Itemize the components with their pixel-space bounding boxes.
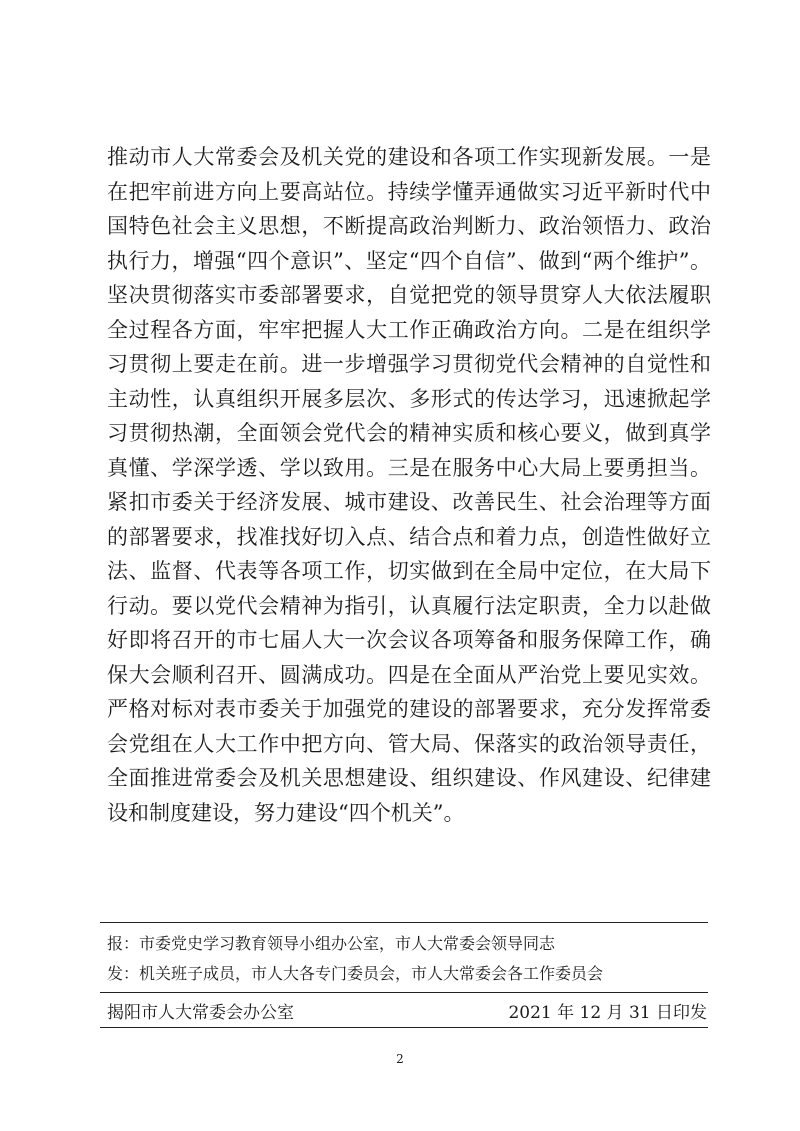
issue-footer <box>107 1000 707 1026</box>
body-line: 严格对标对表市委关于加强党的建设的部署要求，充分发挥常委 <box>107 697 711 721</box>
report-to-text: 市委党史学习教育领导小组办公室，市人大常委会领导同志 <box>139 934 556 953</box>
send-to-row <box>107 959 707 989</box>
body-line: 国特色社会主义思想，不断提高政治判断力、政治领悟力、政治 <box>107 214 711 238</box>
body-line: 执行力，增强“四个意识”、坚定“四个自信”、做到“两个维护”。 <box>107 248 711 273</box>
report-label: 报： <box>107 934 140 953</box>
body-line: 在把牢前进方向上要高站位。持续学懂弄通做实习近平新时代中 <box>107 179 711 204</box>
divider-rule <box>100 922 708 923</box>
body-paragraph <box>107 140 711 830</box>
body-line: 行动。要以党代会精神为指引，认真履行法定职责，全力以赴做 <box>107 593 711 618</box>
body-line: 的部署要求，找准找好切入点、结合点和着力点，创造性做好立 <box>107 524 711 549</box>
report-to-row <box>107 929 707 959</box>
page-number: 2 <box>396 1052 404 1066</box>
body-line: 好即将召开的市七届人大一次会议各项筹备和服务保障工作，确 <box>107 628 711 652</box>
send-to-text: 机关班子成员，市人大各专门委员会，市人大常委会各工作委员会 <box>139 964 604 983</box>
body-line: 法、监督、代表等各项工作，切实做到在全局中定位，在大局下 <box>107 559 711 583</box>
body-line: 设和制度建设，努力建设“四个机关”。 <box>107 800 465 825</box>
body-line: 习贯彻上要走在前。进一步增强学习贯彻党代会精神的自觉性和 <box>107 352 711 376</box>
body-line: 推动市人大常委会及机关党的建设和各项工作实现新发展。一是 <box>107 145 711 169</box>
divider-rule <box>100 1027 708 1028</box>
body-line: 真懂、学深学透、学以致用。三是在服务中心大局上要勇担当。 <box>107 455 711 480</box>
issuer-name: 揭阳市人大常委会办公室 <box>107 1003 294 1023</box>
send-label: 发： <box>107 964 140 983</box>
body-line: 全过程各方面，牢牢把握人大工作正确政治方向。二是在组织学 <box>107 317 711 342</box>
body-line: 习贯彻热潮，全面领会党代会的精神实质和核心要义，做到真学 <box>107 421 711 445</box>
distribution-block <box>107 929 707 989</box>
body-line: 坚决贯彻落实市委部署要求，自觉把党的领导贯穿人大依法履职 <box>107 283 711 307</box>
body-line: 紧扣市委关于经济发展、城市建设、改善民生、社会治理等方面 <box>107 490 711 514</box>
body-line: 全面推进常委会及机关思想建设、组织建设、作风建设、纪律建 <box>107 766 711 790</box>
body-line: 保大会顺利召开、圆满成功。四是在全面从严治党上要见实效。 <box>107 662 711 687</box>
divider-rule <box>100 992 708 993</box>
body-line: 会党组在人大工作中把方向、管大局、保落实的政治领导责任， <box>107 731 711 756</box>
issue-date: 2021 年 12 月 31 日印发 <box>508 1003 707 1023</box>
body-line: 主动性，认真组织开展多层次、多形式的传达学习，迅速掀起学 <box>107 386 711 411</box>
